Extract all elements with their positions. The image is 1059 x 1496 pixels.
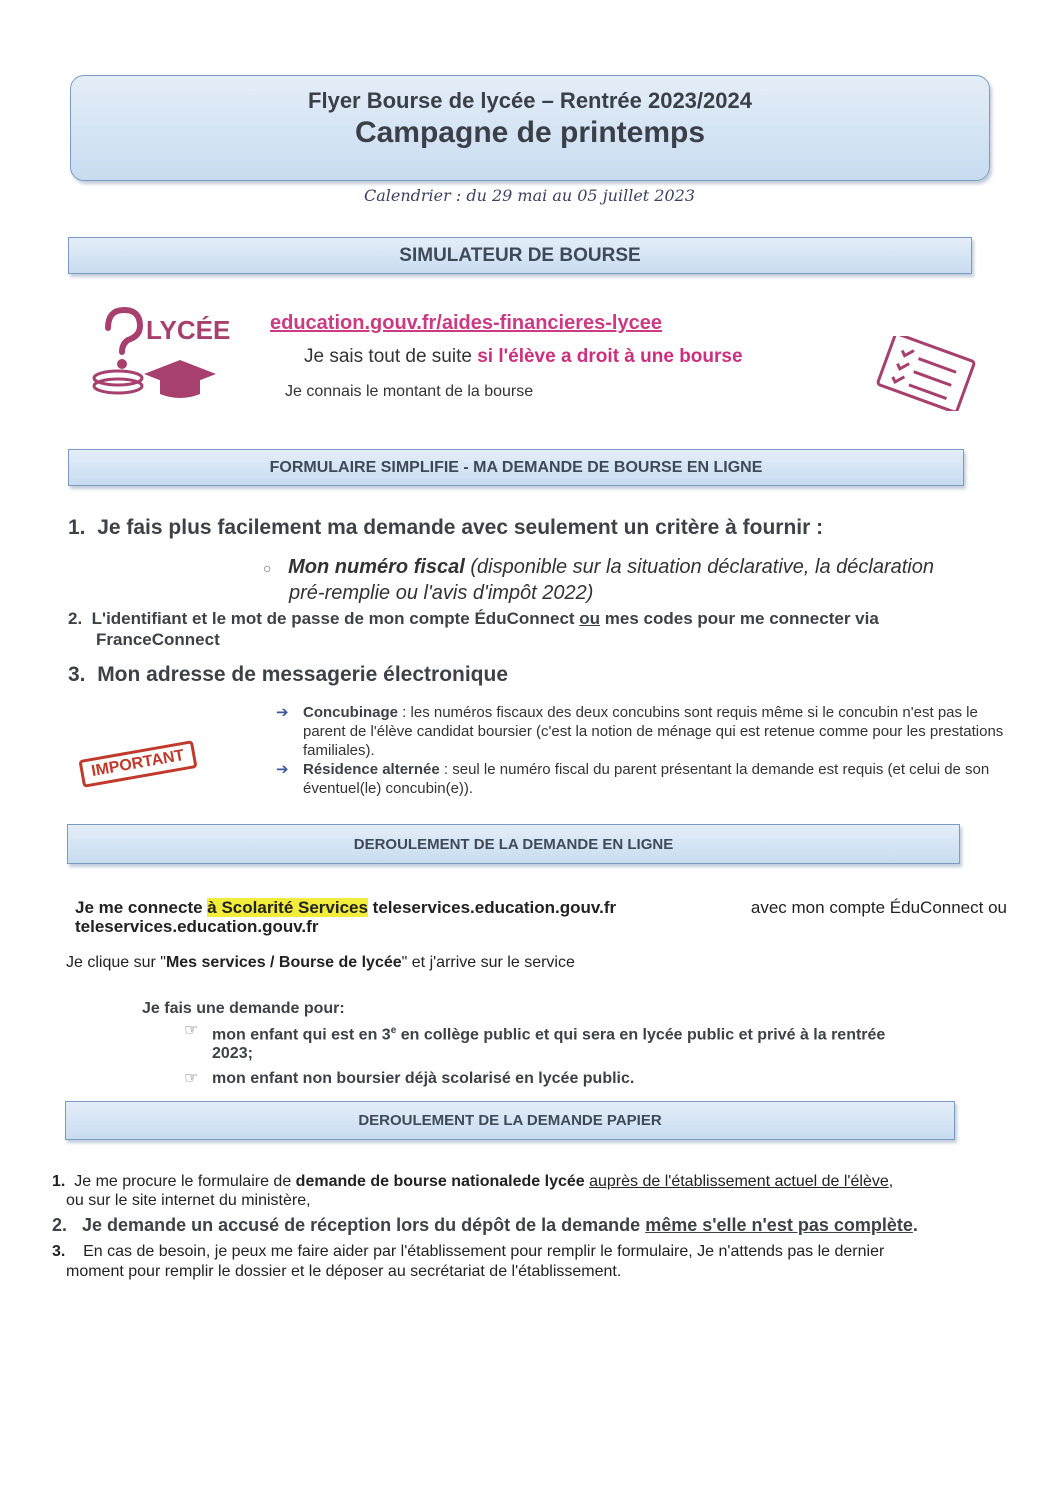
list-number: 1. (52, 1173, 66, 1190)
circle-bullet-icon: ○ (263, 560, 272, 576)
simulator-line1-text: Je sais tout de suite (304, 346, 478, 367)
fiscal-number-detail-2: pré-remplie ou l'avis d'impôt 2022) (289, 582, 594, 604)
simulator-line2: Je connais le montant de la bourse (285, 383, 534, 400)
fiscal-number-subitem (263, 555, 934, 606)
list-number: 1. (68, 516, 86, 539)
paper-item-2-period: . (912, 1215, 918, 1235)
campaign-title: Campagne de printemps (354, 116, 706, 149)
checklist-icon (866, 336, 986, 416)
scolarite-services-highlight: à Scolarité Services (207, 898, 368, 917)
concubinage-text: : les numéros fiscaux des deux concubins sont requis même si le concubin n'est pas le parent de l'élève candidat boursier (c'est la notion de ménage qui est retenue comme pour les prestations familiales). (303, 704, 1004, 759)
simulator-line1 (304, 346, 743, 368)
form-title: FORMULAIRE SIMPLIFIE - MA DEMANDE DE BOURSE EN LIGNE (269, 458, 763, 476)
paper-item-1-comma: , (888, 1173, 894, 1190)
paper-item-2 (52, 1215, 1032, 1236)
hand-pointer-icon: ☞ (184, 1022, 199, 1039)
arrow-icon: ➔ (276, 761, 289, 778)
simulator-line1-emphasis: si l'élève a droit à une bourse (477, 346, 743, 367)
paper-section-header (65, 1101, 955, 1140)
concubinage-note (276, 703, 1006, 798)
teleservices-link[interactable]: teleservices.education.gouv.fr (367, 898, 617, 917)
form-item-2-ou: ou (579, 609, 601, 628)
teleservices-link-2[interactable]: teleservices.education.gouv.fr (75, 917, 319, 936)
paper-item-2-text: Je demande un accusé de réception lors du dépôt de la demande (82, 1215, 646, 1235)
paper-item-3-text-2: moment pour remplir le dossier et le déposer au secrétariat de l'établissement. (66, 1263, 622, 1280)
online-connect-text: Je me connecte (75, 898, 208, 917)
list-number: 3. (68, 663, 86, 686)
paper-item-1-text-2: ou sur le site internet du ministère, (66, 1192, 311, 1209)
calendar-dates: Calendrier : du 29 mai au 05 juillet 2023 (363, 186, 696, 205)
educonnect-text: avec mon compte ÉduConnect ou (750, 898, 1007, 917)
lycee-logo-text: LYCÉE (146, 315, 231, 345)
paper-item-1 (52, 1172, 1012, 1210)
arrow-icon: ➔ (276, 704, 289, 721)
fiscal-number-label: Mon numéro fiscal (288, 556, 465, 578)
fiscal-number-detail-1: (disponible sur la situation déclarative, la déclaration (464, 556, 934, 578)
online-section-header (67, 824, 960, 864)
online-request-list (184, 1021, 1004, 1088)
form-item-3-text: Mon adresse de messagerie électronique (97, 663, 509, 686)
list-number: 2. (68, 609, 83, 628)
form-item-2 (68, 608, 998, 650)
paper-item-2-underline: même s'elle n'est pas complète (645, 1215, 913, 1235)
online-click-text: Je clique sur " (66, 954, 166, 971)
form-item-3 (68, 663, 508, 687)
online-click-text-end: " et j'arrive sur le service (401, 954, 575, 971)
title-banner (70, 75, 990, 181)
paper-item-3-text: En cas de besoin, je peux me faire aider par l'établissement pour remplir le formulaire, Je n'attends pas le dernier (83, 1243, 885, 1260)
form-item-2-text: L'identifiant et le mot de passe de mon compte ÉduConnect (91, 609, 580, 628)
online-request-for: Je fais une demande pour: (142, 1000, 345, 1017)
form-item-1 (68, 516, 823, 540)
online-connect-paragraph (75, 898, 1007, 936)
concubinage-label: Concubinage (303, 704, 399, 721)
paper-item-1-underline: auprès de l'établissement actuel de l'élève (589, 1173, 889, 1190)
flyer-title: Flyer Bourse de lycée – Rentrée 2023/2024 (308, 88, 752, 113)
important-stamp: IMPORTANT (78, 740, 197, 788)
alternate-residence-text: : seul le numéro fiscal du parent présentant la demande est requis (et celui de son éventuel(le) concubin(e)). (303, 761, 990, 797)
simulator-title: SIMULATEUR DE BOURSE (399, 244, 641, 266)
request-item-1-text-b: en collège public et qui sera en lycée public et privé à la rentrée (396, 1026, 886, 1044)
paper-item-1-bold: demande de bourse nationalede lycée (295, 1173, 585, 1190)
hand-pointer-icon: ☞ (184, 1070, 199, 1088)
paper-title: DEROULEMENT DE LA DEMANDE PAPIER (358, 1112, 662, 1129)
form-item-2-franceconnect: FranceConnect (96, 630, 220, 649)
online-click-paragraph (66, 954, 575, 972)
paper-item-3 (52, 1242, 1012, 1282)
mes-services-label: Mes services / Bourse de lycée (165, 954, 402, 971)
request-item-2-text: mon enfant non boursier déjà scolarisé en lycée public. (212, 1070, 635, 1088)
paper-item-1-text: Je me procure le formulaire de (74, 1173, 296, 1190)
form-section-header (68, 449, 964, 486)
request-item-1-year: 2023; (212, 1045, 253, 1063)
form-item-1-text: Je fais plus facilement ma demande avec seulement un critère à fournir : (97, 516, 824, 539)
simulator-link[interactable]: education.gouv.fr/aides-financieres-lycee (270, 312, 662, 334)
form-item-2-text-b: mes codes pour me connecter via (600, 609, 879, 628)
list-number: 3. (52, 1243, 66, 1260)
request-item-1-text: mon enfant qui est en 3 (212, 1026, 391, 1044)
simulator-section-header (68, 237, 972, 274)
request-item-1-sup: e (390, 1025, 397, 1036)
alternate-residence-label: Résidence alternée (303, 761, 440, 778)
list-number: 2. (52, 1215, 68, 1235)
online-title: DEROULEMENT DE LA DEMANDE EN LIGNE (353, 835, 674, 853)
